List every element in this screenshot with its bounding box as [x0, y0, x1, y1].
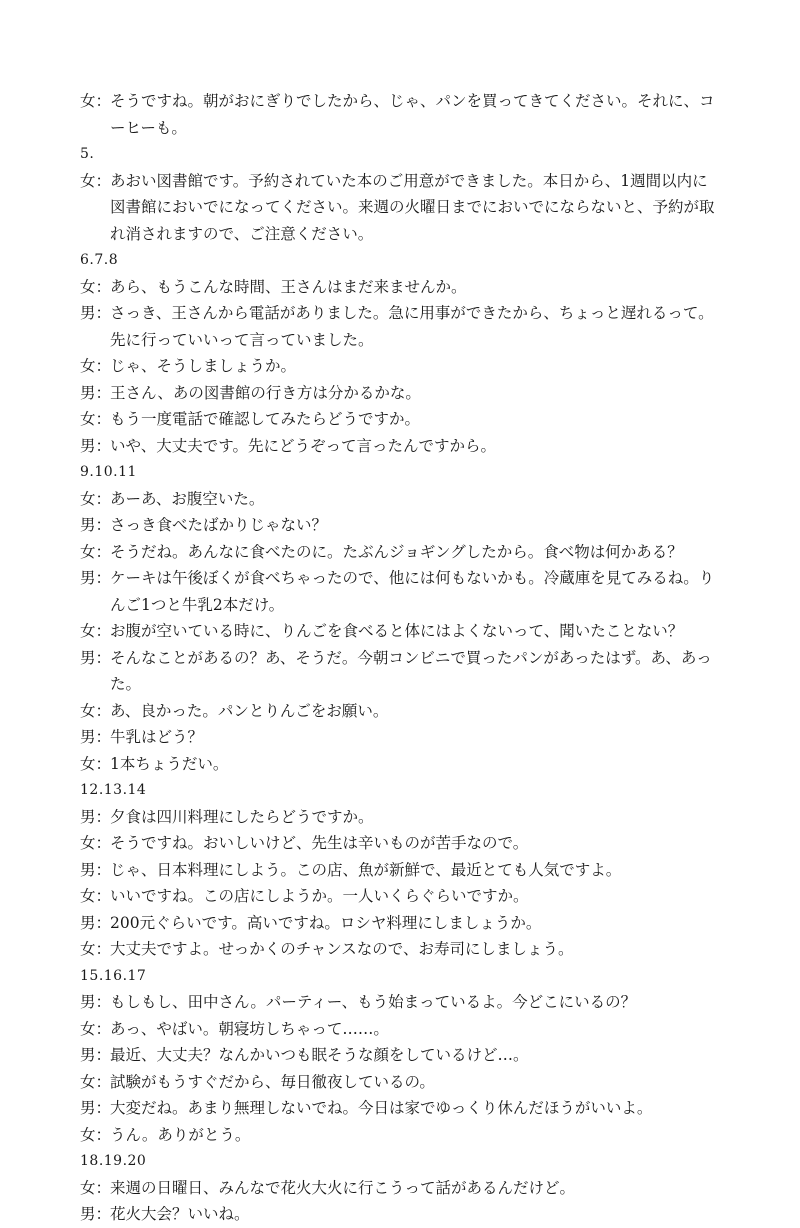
dialogue-text: 大丈夫ですよ。せっかくのチャンスなので、お寿司にしましょう。 — [110, 940, 574, 958]
dialogue-text: もう一度電話で確認してみたらどうですか。 — [110, 410, 421, 428]
speaker-label: 女： — [80, 171, 112, 190]
speaker-label: 女： — [80, 1072, 112, 1091]
dialogue-text: 試験がもうすぐだから、毎日徹夜しているの。 — [110, 1072, 435, 1091]
dialogue-text: 200元ぐらいです。高いですね。ロシヤ料理にしましょうか。 — [110, 913, 542, 932]
speaker-label: 女： — [80, 754, 112, 773]
dialogue-line — [80, 433, 720, 460]
speaker-label: 男： — [80, 860, 112, 879]
dialogue-line — [80, 1016, 720, 1043]
dialogue-line — [80, 406, 720, 433]
dialogue-text: もしもし、田中さん。パーティー、もう始まっているよ。今どこにいるの？ — [110, 993, 637, 1011]
speaker-label: 男： — [80, 1099, 112, 1117]
section-number: 12.13.14 — [80, 782, 147, 798]
dialogue-line — [80, 380, 720, 407]
section-number: 5. — [80, 146, 95, 162]
dialogue-text: うん。ありがとう。 — [110, 1125, 251, 1144]
dialogue-line — [80, 353, 720, 380]
dialogue-text: じゃ、日本料理にしよう。この店、魚が新鮮で、最近とても人気ですよ。 — [110, 860, 622, 879]
speaker-label: 女： — [80, 542, 112, 561]
dialogue-line — [80, 1201, 720, 1228]
speaker-label: 男： — [80, 383, 112, 402]
dialogue-line — [80, 1095, 720, 1122]
dialogue-text: そうですね。おいしいけど、先生は辛いものが苦手なので。 — [110, 834, 529, 852]
dialogue-line — [80, 883, 720, 910]
dialogue-text: あおい図書館です。予約されていた本のご用意ができました。本日から、1週間以内に図書館においでになってください。来週の火曜日までにおいでにならないと、予約が取れ消されますので、ご注意ください。 — [110, 171, 715, 243]
dialogue-text: いいですね。この店にしようか。一人いくらぐらいですか。 — [110, 887, 529, 905]
dialogue-text: あ、良かった。パンとりんごをお願い。 — [110, 701, 389, 720]
dialogue-text: 大変だね。あまり無理しないでね。今日は家でゆっくり休んだほうがいいよ。 — [110, 1099, 653, 1117]
dialogue-line — [80, 1122, 720, 1149]
speaker-label: 男： — [80, 807, 112, 826]
section-number: 9.10.11 — [80, 464, 137, 480]
dialogue-line — [80, 910, 720, 937]
dialogue-text: 牛乳はどう？ — [110, 728, 204, 746]
dialogue-text: さっき食べたばかりじゃない？ — [110, 516, 328, 534]
dialogue-line — [80, 539, 720, 566]
dialogue-text: 花火大会？いいね。 — [110, 1205, 250, 1223]
dialogue-line — [80, 168, 720, 248]
dialogue-text: 最近、大丈夫？なんかいつも眠そうな顔をしているけど…。 — [110, 1046, 529, 1064]
speaker-label: 女： — [80, 887, 112, 905]
section-number: 6.7.8 — [80, 252, 119, 268]
dialogue-text: そうですね。朝がおにぎりでしたから、じゃ、パンを買ってきてください。それに、コーヒーも。 — [110, 92, 715, 137]
dialogue-text: あら、もうこんな時間、王さんはまだ来ませんか。 — [110, 277, 467, 296]
section-number: 15.16.17 — [80, 967, 147, 984]
dialogue-line — [80, 989, 720, 1016]
speaker-label: 女： — [80, 622, 112, 640]
dialogue-line — [80, 88, 720, 141]
speaker-label: 男： — [80, 516, 112, 534]
dialogue-text: そうだね。あんなに食べたのに。たぶんジョギングしたから。食べ物は何かある？ — [110, 542, 683, 561]
dialogue-text: 王さん、あの図書館の行き方は分かるかな。 — [110, 383, 421, 402]
speaker-label: 男： — [80, 1205, 112, 1223]
dialogue-line — [80, 565, 720, 618]
speaker-label: 女： — [80, 940, 112, 958]
dialogue-line — [80, 645, 720, 698]
dialogue-line — [80, 830, 720, 857]
speaker-label: 男： — [80, 648, 112, 667]
speaker-label: 女： — [80, 277, 112, 296]
dialogue-text: ケーキは午後ぼくが食べちゃったので、他には何もないかも。冷蔵庫を見てみるね。りんご1つと牛乳2本だけ。 — [110, 569, 715, 614]
dialogue-line — [80, 1175, 720, 1202]
dialogue-text: そんなことがあるの？あ、そうだ。今朝コンビニで買ったパンがあったはず。あ、あった。 — [110, 648, 712, 693]
dialogue-line — [80, 512, 720, 539]
dialogue-line — [80, 804, 720, 831]
dialogue-text: 夕食は四川料理にしたらどうですか。 — [110, 807, 374, 826]
dialogue-line — [80, 274, 720, 301]
dialogue-text: 1本ちょうだい。 — [110, 754, 229, 773]
dialogue-line — [80, 300, 720, 353]
speaker-label: 男： — [80, 913, 112, 932]
speaker-label: 女： — [80, 1125, 112, 1144]
dialogue-text: いや、大丈夫です。先にどうぞって言ったんですから。 — [110, 436, 496, 455]
speaker-label: 女： — [80, 834, 112, 852]
dialogue-line — [80, 1069, 720, 1096]
speaker-label: 男： — [80, 304, 112, 322]
speaker-label: 男： — [80, 436, 112, 455]
speaker-label: 男： — [80, 728, 112, 746]
dialogue-text: あーあ、お腹空いた。 — [110, 489, 265, 508]
dialogue-line — [80, 618, 720, 645]
section-number: 18.19.20 — [80, 1153, 147, 1169]
dialogue-line — [80, 724, 720, 751]
dialogue-line — [80, 1042, 720, 1069]
speaker-label: 女： — [80, 92, 112, 110]
dialogue-text: さっき、王さんから電話がありました。急に用事ができたから、ちょっと遅れるって。先に行っていいって言っていました。 — [110, 304, 714, 349]
dialogue-text: お腹が空いている時に、りんごを食べると体にはよくないって、聞いたことない？ — [110, 622, 684, 640]
speaker-label: 男： — [80, 1046, 112, 1064]
dialogue-line — [80, 486, 720, 513]
dialogue-line — [80, 936, 720, 963]
dialogue-text: じゃ、そうしましょうか。 — [110, 357, 297, 375]
speaker-label: 女： — [80, 701, 112, 720]
speaker-label: 女： — [80, 357, 112, 375]
document-body — [80, 88, 720, 1228]
dialogue-line — [80, 751, 720, 778]
speaker-label: 女： — [80, 489, 112, 508]
speaker-label: 女： — [80, 1178, 112, 1197]
dialogue-line — [80, 698, 720, 725]
dialogue-line — [80, 857, 720, 884]
dialogue-text: 来週の日曜日、みんなで花火大火に行こうって話があるんだけど。 — [110, 1178, 576, 1197]
dialogue-text: あっ、やばい。朝寝坊しちゃって……。 — [110, 1019, 389, 1038]
speaker-label: 女： — [80, 410, 112, 428]
speaker-label: 女： — [80, 1019, 112, 1038]
speaker-label: 男： — [80, 993, 112, 1011]
speaker-label: 男： — [80, 569, 112, 587]
